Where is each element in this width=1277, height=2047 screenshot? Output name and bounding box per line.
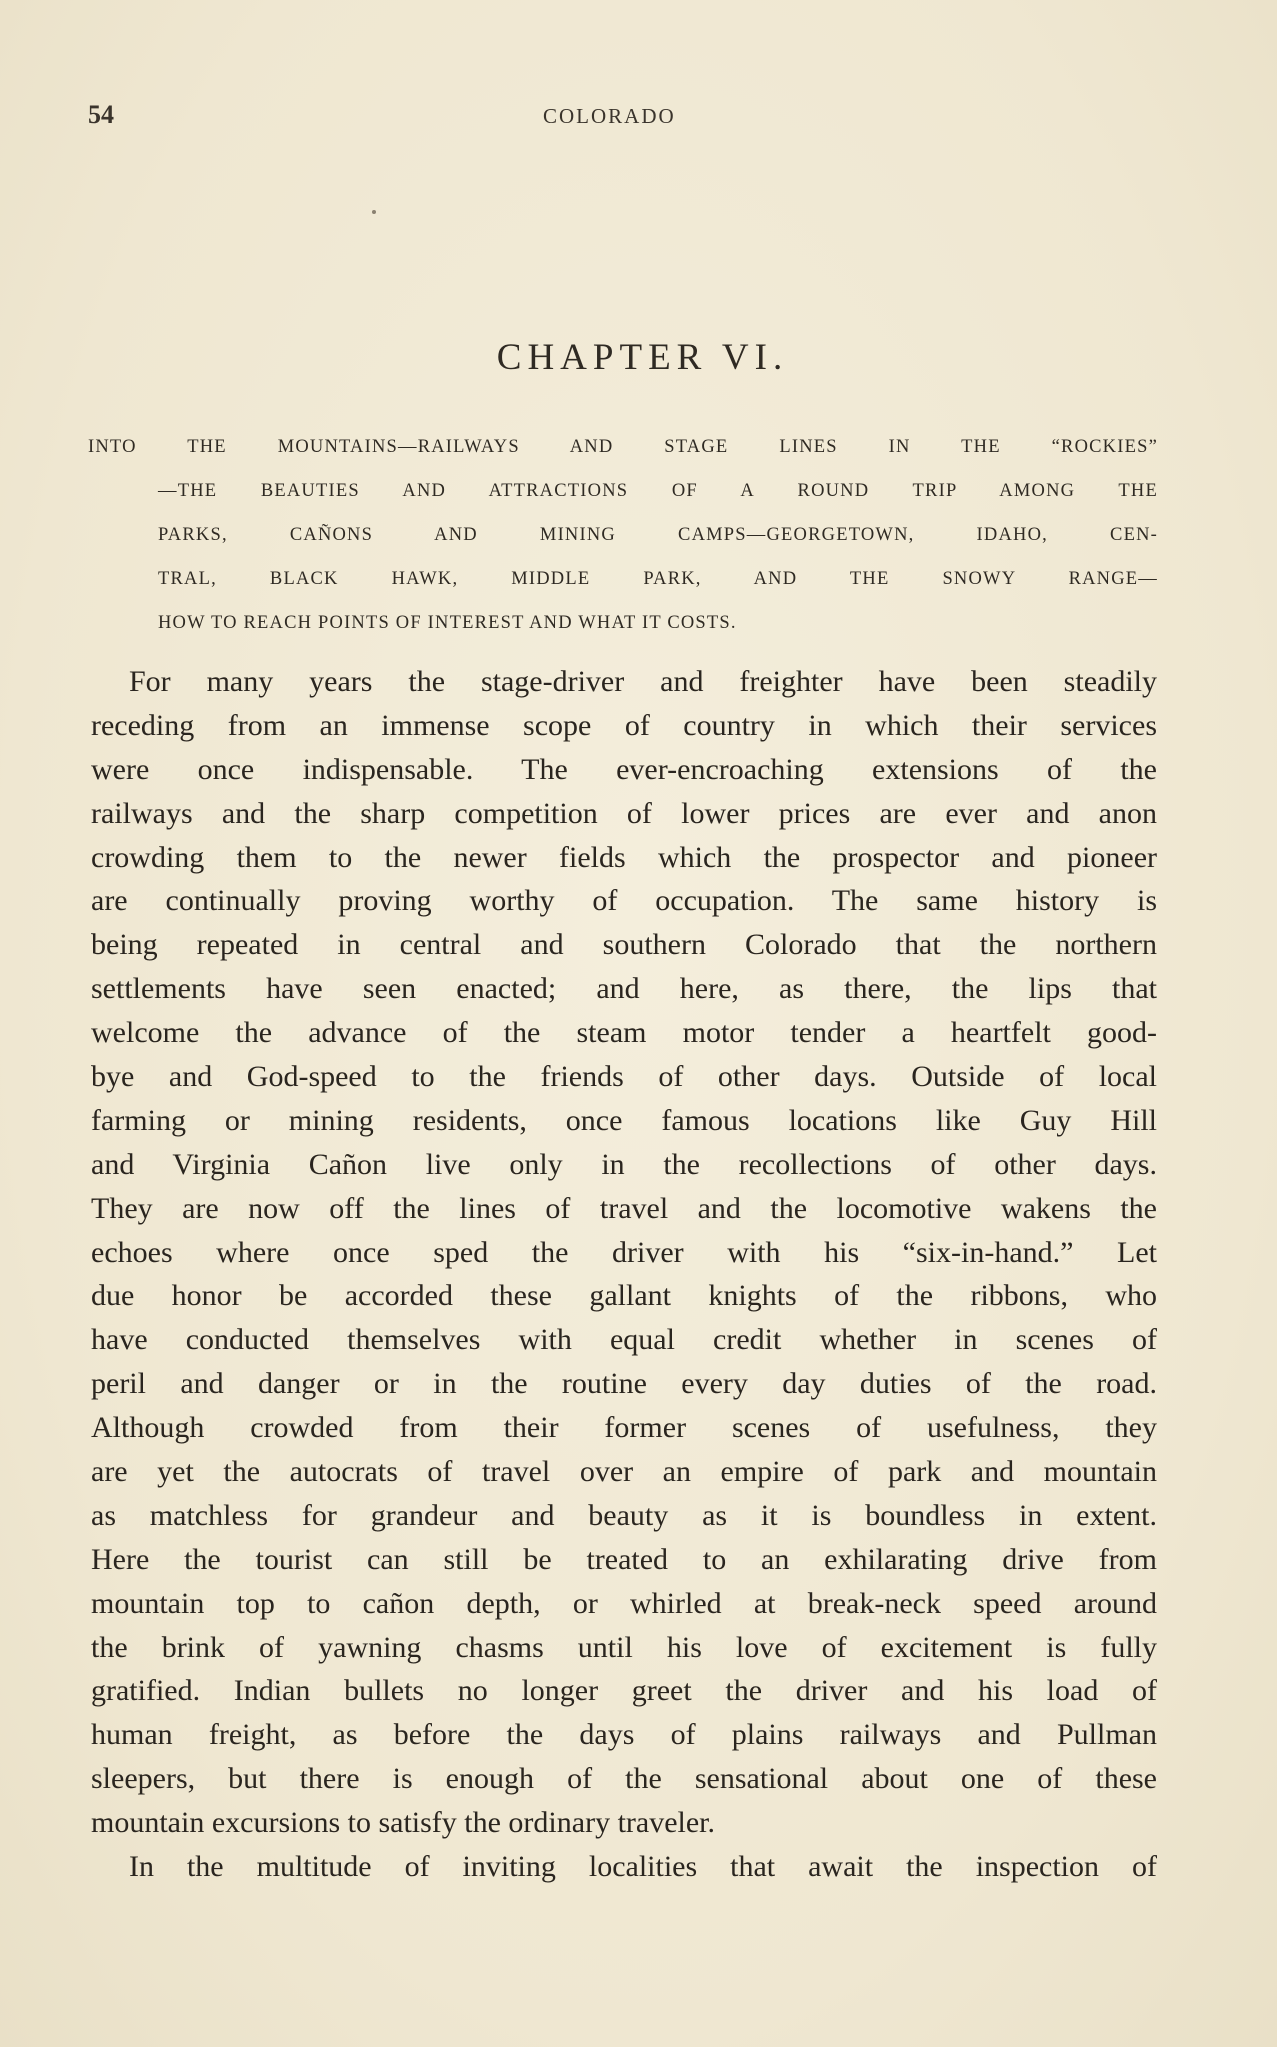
body-line: mountain excursions to satisfy the ordinary traveler. xyxy=(91,1806,716,1840)
body-line: echoes where once sped the driver with his “six-in-hand.” Let xyxy=(91,1235,1157,1269)
synopsis-line: —THE BEAUTIES AND ATTRACTIONS OF A ROUND TRIP AMONG THE xyxy=(158,481,1158,501)
body-text xyxy=(91,660,1157,1889)
body-line: being repeated in central and southern Colorado that the northern xyxy=(91,928,1157,962)
body-line: sleepers, but there is enough of the sensational about one of these xyxy=(91,1762,1157,1796)
running-title: COLORADO xyxy=(543,104,676,128)
body-line: peril and danger or in the routine every day duties of the road. xyxy=(91,1367,1157,1401)
body-line: were once indispensable. The ever-encroaching extensions of the xyxy=(91,752,1157,786)
body-line: They are now off the lines of travel and the locomotive wakens the xyxy=(91,1191,1157,1225)
chapter-heading: CHAPTER VI. xyxy=(496,337,789,378)
body-line: For many years the stage-driver and freighter have been steadily xyxy=(129,665,1157,698)
body-line: Here the tourist can still be treated to an exhilarating drive from xyxy=(91,1542,1157,1576)
body-line: farming or mining residents, once famous locations like Guy Hill xyxy=(91,1103,1157,1137)
synopsis-line: TRAL, BLACK HAWK, MIDDLE PARK, AND THE SNOWY RANGE— xyxy=(158,569,1158,589)
body-line: as matchless for grandeur and beauty as it is boundless in extent. xyxy=(91,1498,1157,1532)
body-line: railways and the sharp competition of lower prices are ever and anon xyxy=(91,796,1157,830)
body-line: Although crowded from their former scenes of usefulness, they xyxy=(91,1411,1157,1445)
body-line: have conducted themselves with equal credit whether in scenes of xyxy=(91,1323,1157,1357)
body-line: receding from an immense scope of country in which their services xyxy=(91,708,1157,742)
running-head xyxy=(88,100,1158,140)
body-line: and Virginia Cañon live only in the recollections of other days. xyxy=(91,1147,1157,1181)
body-line: the brink of yawning chasms until his love of excitement is fully xyxy=(91,1630,1157,1664)
body-line: In the multitude of inviting localities that await the inspection of xyxy=(129,1850,1157,1884)
body-line: bye and God-speed to the friends of other days. Outside of local xyxy=(91,1060,1157,1094)
body-line: human freight, as before the days of plains railways and Pullman xyxy=(91,1718,1157,1752)
body-line: are yet the autocrats of travel over an empire of park and mountain xyxy=(91,1455,1157,1489)
paper-speck xyxy=(372,210,376,214)
page-number: 54 xyxy=(88,100,114,129)
body-line: settlements have seen enacted; and here, as there, the lips that xyxy=(91,972,1157,1006)
synopsis-line: INTO THE MOUNTAINS—RAILWAYS AND STAGE LINES IN THE “ROCKIES” xyxy=(88,437,1158,457)
body-line: crowding them to the newer fields which the prospector and pioneer xyxy=(91,840,1157,874)
body-line: are continually proving worthy of occupation. The same history is xyxy=(91,884,1157,918)
body-line: welcome the advance of the steam motor tender a heartfelt good- xyxy=(91,1016,1157,1050)
chapter-synopsis xyxy=(88,425,1158,645)
synopsis-line: HOW TO REACH POINTS OF INTEREST AND WHAT IT COSTS. xyxy=(158,613,737,633)
synopsis-line: PARKS, CAÑONS AND MINING CAMPS—GEORGETOWN, IDAHO, CEN- xyxy=(158,525,1158,545)
body-line: gratified. Indian bullets no longer greet the driver and his load of xyxy=(91,1674,1157,1708)
body-line: due honor be accorded these gallant knights of the ribbons, who xyxy=(91,1279,1157,1313)
body-line: mountain top to cañon depth, or whirled at break-neck speed around xyxy=(91,1586,1157,1620)
